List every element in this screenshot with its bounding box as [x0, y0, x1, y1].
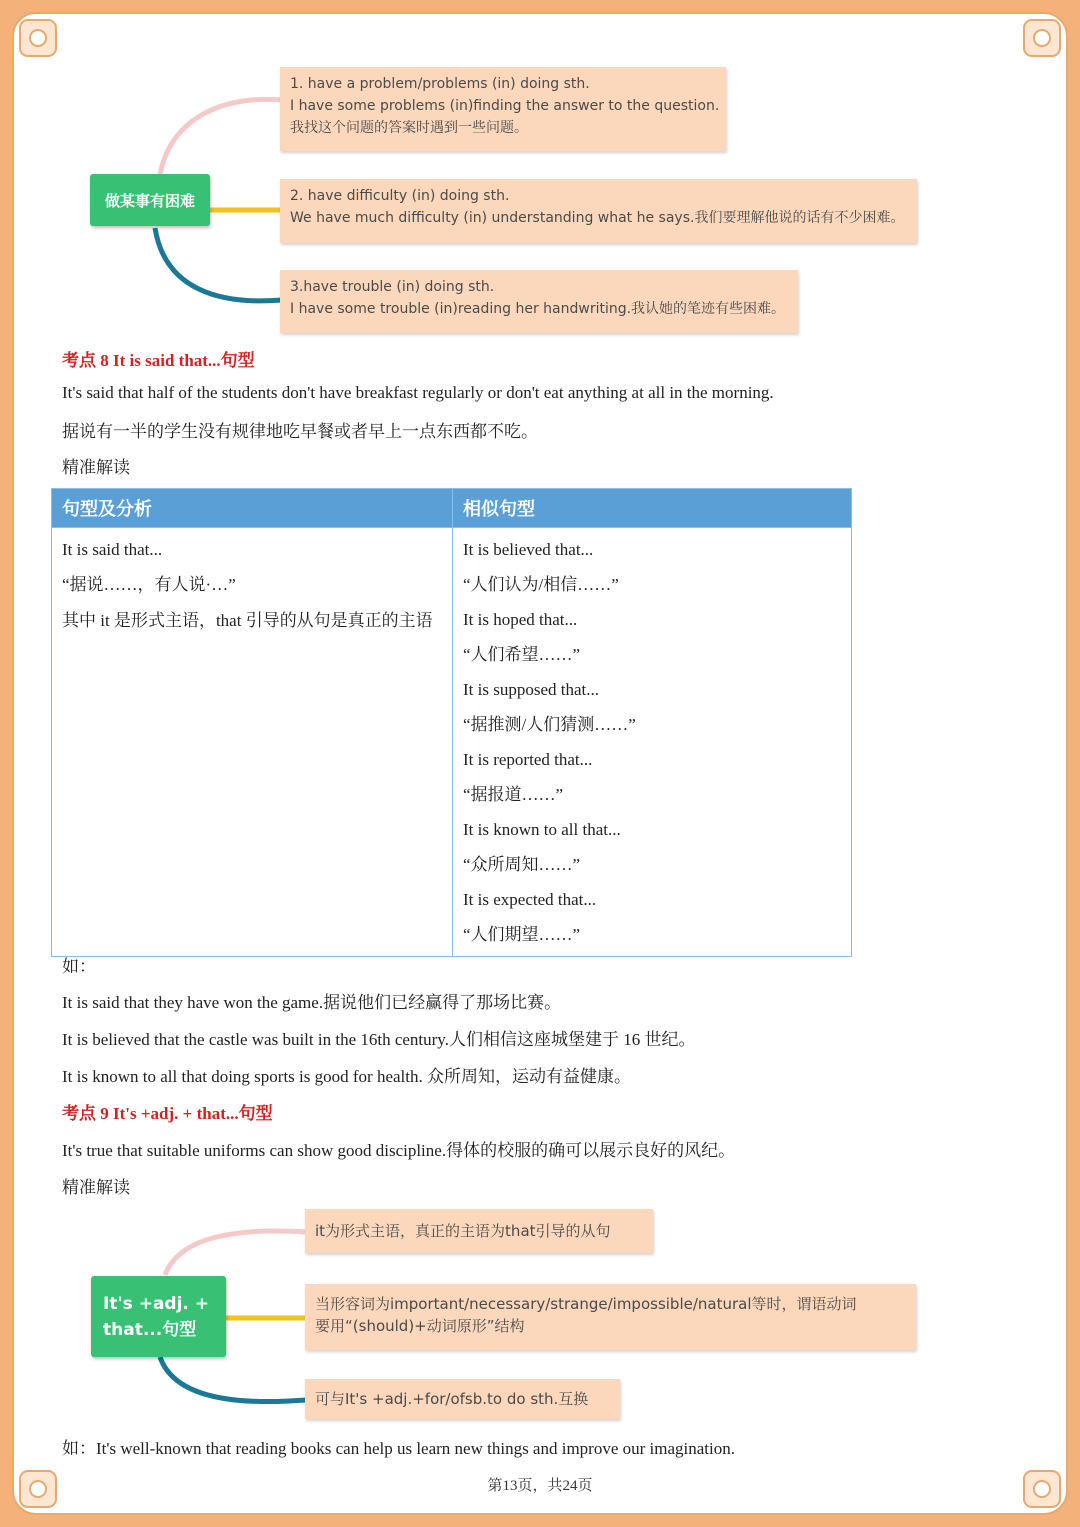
mindmap1-center-label: 做某事有困难 — [104, 191, 195, 210]
examples-label: 如： — [62, 957, 96, 976]
table-row — [52, 528, 852, 957]
table-cell-left — [52, 528, 453, 957]
mindmap2-card-1 — [305, 1209, 653, 1253]
mindmap1-card-3 — [280, 270, 798, 333]
cell-line: It is expected that... — [463, 890, 597, 909]
card-line: 可与It's +adj.+for/ofsb.to do sth.互换 — [315, 1390, 589, 1408]
example-sentence: It is known to all that doing sports is good for health. 众所周知，运动有益健康。 — [62, 1067, 631, 1086]
cell-line: It is said that... — [62, 540, 163, 559]
cell-line: “据说……，有人说·…” — [62, 575, 236, 594]
table-header-cell: 相似句型 — [453, 489, 852, 528]
cell-line: “众所周知……” — [463, 855, 581, 874]
example-sentence: It is believed that the castle was built in the 16th century.人们相信这座城堡建于 16 世纪。 — [62, 1030, 696, 1049]
card-line: 当形容词为important/necessary/strange/impossible/natural等时，谓语动词 — [315, 1295, 857, 1313]
mindmap2-center-line: It's +adj. + — [103, 1293, 210, 1314]
card-line: We have much difficulty (in) understanding what he says.我们要理解他说的话有不少困难。 — [290, 210, 905, 226]
cell-line: It is known to all that... — [463, 820, 621, 839]
mindmap1-center-node — [90, 174, 210, 226]
table-header-cell: 句型及分析 — [52, 489, 453, 528]
section8-example-en: It's said that half of the students don't have breakfast regularly or don't eat anything at all in the morning. — [62, 383, 774, 402]
section8-analysis-label: 精准解读 — [62, 458, 130, 477]
cell-line: It is reported that... — [463, 750, 593, 769]
mindmap2-card-2 — [305, 1284, 916, 1350]
card-line: 2. have difficulty (in) doing sth. — [290, 188, 510, 204]
section9-example: It's true that suitable uniforms can show good discipline.得体的校服的确可以展示良好的风纪。 — [62, 1141, 736, 1160]
card-line: I have some problems (in)finding the answer to the question. — [290, 98, 720, 114]
cell-line: “据报道……” — [463, 785, 564, 804]
cell-line: “人们认为/相信……” — [463, 575, 619, 594]
cell-line: “人们希望……” — [463, 645, 581, 664]
section9-analysis-label: 精准解读 — [62, 1178, 130, 1197]
mindmap2-card-3 — [305, 1379, 620, 1419]
card-line: 1. have a problem/problems (in) doing sth. — [290, 76, 590, 92]
analysis-table — [51, 488, 852, 957]
section8-example-zh: 据说有一半的学生没有规律地吃早餐或者早上一点东西都不吃。 — [62, 422, 538, 441]
cell-line: 其中 it 是形式主语，that 引导的从句是真正的主语 — [62, 611, 433, 630]
cell-line: It is believed that... — [463, 540, 594, 559]
card-line: 3.have trouble (in) doing sth. — [290, 279, 495, 295]
table-cell-right — [453, 528, 852, 957]
section9-heading: 考点 9 It's +adj. + that...句型 — [62, 1104, 273, 1123]
table-header-row — [52, 489, 852, 528]
card-line: 要用“(should)+动词原形”结构 — [315, 1317, 525, 1335]
mindmap2-center-node — [91, 1276, 226, 1357]
cell-line: It is supposed that... — [463, 680, 599, 699]
cell-line: “人们期望……” — [463, 925, 581, 944]
card-line: 我找这个问题的答案时遇到一些问题。 — [290, 120, 528, 136]
cell-line: It is hoped that... — [463, 610, 578, 629]
section8-heading: 考点 8 It is said that...句型 — [62, 351, 255, 370]
section9-final-example: 如：It's well-known that reading books can help us learn new things and improve our imagination. — [62, 1439, 736, 1458]
mindmap1-card-1 — [280, 67, 726, 151]
page-number: 第13页，共24页 — [487, 1478, 593, 1494]
cell-line: “据推测/人们猜测……” — [463, 715, 636, 734]
mindmap1-card-2 — [280, 179, 917, 243]
card-line: it为形式主语，真正的主语为that引导的从句 — [315, 1222, 611, 1240]
example-sentence: It is said that they have won the game.据说他们已经赢得了那场比赛。 — [62, 993, 562, 1012]
card-line: I have some trouble (in)reading her handwriting.我认她的笔迹有些困难。 — [290, 301, 786, 317]
mindmap2-center-line: that...句型 — [103, 1319, 197, 1340]
